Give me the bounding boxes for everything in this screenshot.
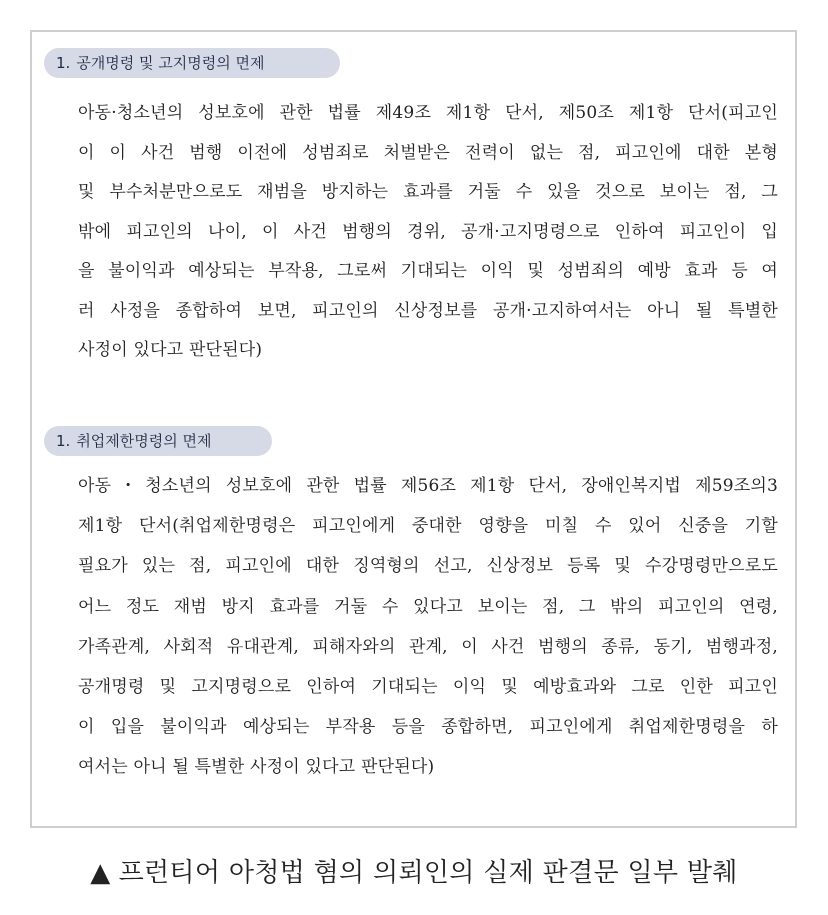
body-line: 아동·청소년의 성보호에 관한 법률 제49조 제1항 단서, 제50조 제1항 단서(피고인 (78, 103, 778, 123)
body-line: 및 부수처분만으로도 재범을 방지하는 효과를 거둘 수 있을 것으로 보이는 점, 그 (78, 182, 778, 202)
section-heading-number: 1. (56, 54, 71, 72)
section-heading (44, 48, 340, 78)
body-line: 필요가 있는 점, 피고인에 대한 징역형의 선고, 신상정보 등록 및 수강명령만으로도 (78, 556, 778, 577)
judgment-excerpt-box (30, 30, 797, 828)
body-line: 이 이 사건 범행 이전에 성범죄로 처벌받은 전력이 없는 점, 피고인에 대한 본형 (78, 142, 778, 163)
body-line: 밖에 피고인의 나이, 이 사건 범행의 경위, 공개·고지명령으로 인하여 피고인이 입 (78, 221, 778, 242)
body-line: 어느 정도 재범 방지 효과를 거둘 수 있다고 보이는 점, 그 밖의 피고인의 연령, (78, 596, 778, 617)
section-heading (44, 426, 272, 456)
image-caption (0, 852, 828, 889)
body-line: 이 입을 불이익과 예상되는 부작용 등을 종합하면, 피고인에게 취업제한명령을 하 (78, 717, 778, 738)
body-line: 러 사정을 종합하여 보면, 피고인의 신상정보를 공개·고지하여서는 아니 될 특별한 (78, 300, 778, 321)
triangle-marker-icon: ▲ (90, 858, 111, 888)
body-line: 가족관계, 사회적 유대관계, 피해자와의 관계, 이 사건 범행의 종류, 동기, 범행과정, (78, 636, 778, 657)
section-body (78, 466, 778, 788)
caption-text: 프런티어 아청법 혐의 의뢰인의 실제 판결문 일부 발췌 (118, 858, 738, 888)
section-heading-number: 1. (56, 432, 71, 450)
body-line: 공개명령 및 고지명령으로 인하여 기대되는 이익 및 예방효과와 그로 인한 피고인 (78, 677, 778, 698)
body-line: 제1항 단서(취업제한명령은 피고인에게 중대한 영향을 미칠 수 있어 신중을 기할 (78, 516, 778, 537)
body-line: 사정이 있다고 판단된다) (78, 340, 263, 360)
body-line: 아동・청소년의 성보호에 관한 법률 제56조 제1항 단서, 장애인복지법 제59조의3 (78, 476, 778, 496)
section-body (78, 94, 778, 371)
section-heading-text: 공개명령 및 고지명령의 면제 (76, 54, 265, 72)
section-heading-text: 취업제한명령의 면제 (76, 432, 212, 450)
body-line: 을 불이익과 예상되는 부작용, 그로써 기대되는 이익 및 성범죄의 예방 효과 등 여 (78, 261, 778, 281)
body-line: 여서는 아니 될 특별한 사정이 있다고 판단된다) (78, 757, 435, 778)
